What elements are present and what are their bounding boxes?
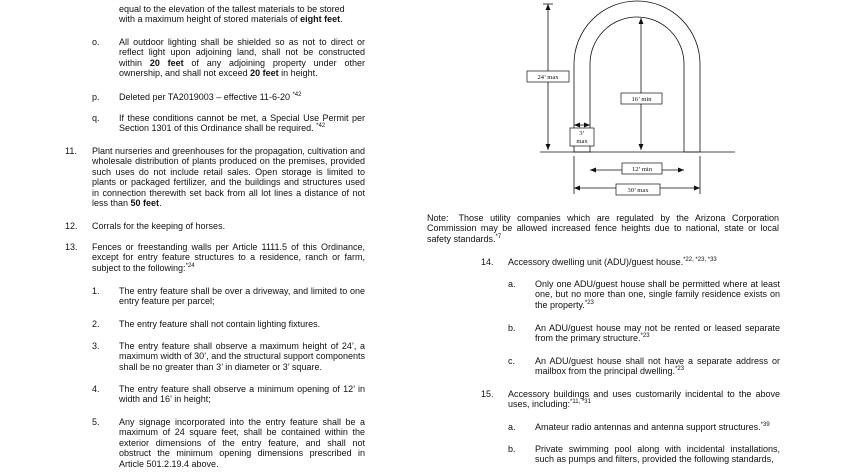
item-q-text: If these conditions cannot be met, a Special Use Permit per Section 1301 of this Ordinance shall be required. $^{*42}$ [119, 113, 365, 134]
sub13-1-label: 1. [92, 286, 100, 296]
sub13-2-label: 2. [92, 319, 100, 329]
item-12-text: Corrals for the keeping of horses. [92, 221, 226, 231]
item-11-label: 11. [65, 146, 77, 156]
sub15-b-label: b. [508, 444, 516, 454]
label-30-max: 30’ max [627, 187, 649, 194]
sub13-4-label: 4. [92, 384, 100, 394]
item-15-label: 15. [481, 389, 494, 399]
sub13-5-text: Any signage incorporated into the entry feature shall be a maximum of 24 square feet, shall be contained within the exterior dimensions of the entry feature, and shall not obstruct the minimum opening dimensions prescribed in Article 501.2.19.4 above. [119, 417, 365, 469]
sub13-3-label: 3. [92, 341, 100, 351]
item-o-text: All outdoor lighting shall be shielded so as not to direct or reflect light upon adjoining land, shall not be constructed within 20 feet of any adjoining property under other ownership, and shall not exceed 20 feet in height. [119, 37, 365, 79]
sub13-2-text: The entry feature shall not contain lighting fixtures. [119, 319, 321, 329]
label-3-ft: 3’ [579, 130, 585, 137]
sub15-a-text: Amateur radio antennas and antenna support structures.$^{*39}$ [535, 422, 770, 432]
item-n-continuation: equal to the elevation of the tallest materials to be stored with a maximum height of stored materials of eight feet. [119, 4, 345, 25]
sub14-b-label: b. [508, 323, 516, 333]
sub14-c-label: c. [508, 356, 516, 366]
sub14-c-text: An ADU/guest house shall not have a separate address or mailbox from the principal dwelling.$^{*23}$ [535, 356, 780, 377]
sub14-a-text: Only one ADU/guest house shall be permitted where at least one, but no more than one, single family residence exists on the property.$^{*23}$ [535, 279, 780, 310]
sub15-b-text: Private swimming pool along with incidental installations, such as pumps and filters, provided the following standards, [535, 444, 780, 465]
item-13-label: 13. [65, 242, 78, 252]
label-24-max: 24’ max [537, 74, 559, 81]
label-16-min: 16’ min [631, 96, 652, 103]
sub13-3-text: The entry feature shall observe a maximum height of 24’, a maximum width of 30’, and the structural support components shall be no greater than 3’ in diameter or 3’ square. [119, 341, 365, 372]
sub13-4-text: The entry feature shall observe a minimum opening of 12’ in width and 16’ in height; [119, 384, 365, 405]
note-paragraph: Note: Those utility companies which are regulated by the Arizona Corporation Commission may be allowed increased fence heights due to national, state or local safety standards.$^{*7}$ [427, 213, 779, 244]
item-12-label: 12. [65, 221, 78, 231]
sub15-a-label: a. [508, 422, 516, 432]
sub14-b-text: An ADU/guest house may not be rented or leased separate from the primary structure.$^{*23}$ [535, 323, 780, 344]
sub14-a-label: a. [508, 279, 516, 289]
item-15-text: Accessory buildings and uses customarily incidental to the above uses, including:$^{*11, *31}$ [508, 389, 780, 410]
label-3-max: max [576, 138, 588, 145]
item-p-label: p. [92, 92, 100, 102]
item-11-text: Plant nurseries and greenhouses for the propagation, cultivation and wholesale distribution of plants produced on the premises, provided such uses do not include retail sales. Open storage is limited to plants or packaged fertilizer, and the buildings and structures used in connection therewith set back from all lot lines a distance of not less than 50 feet. [92, 146, 365, 209]
item-13-text: Fences or freestanding walls per Article 1111.5 of this Ordinance, except for entry feature structures to a residence, ranch or farm, subject to the following:$^{*24}$ [92, 242, 365, 273]
label-12-min: 12’ min [632, 166, 652, 173]
item-q-label: q. [92, 113, 100, 123]
item-14-label: 14. [481, 257, 494, 267]
sub13-5-label: 5. [92, 417, 100, 427]
sub13-1-text: The entry feature shall be over a driveway, and limited to one entry feature per parcel; [119, 286, 365, 307]
item-p-text: Deleted per TA2019003 – effective 11-6-20 $^{*42}$ [119, 92, 302, 102]
item-o-label: o. [92, 37, 100, 47]
item-14-text: Accessory dwelling unit (ADU)/guest house.$^{*22, *23, *33}$ [508, 257, 717, 267]
